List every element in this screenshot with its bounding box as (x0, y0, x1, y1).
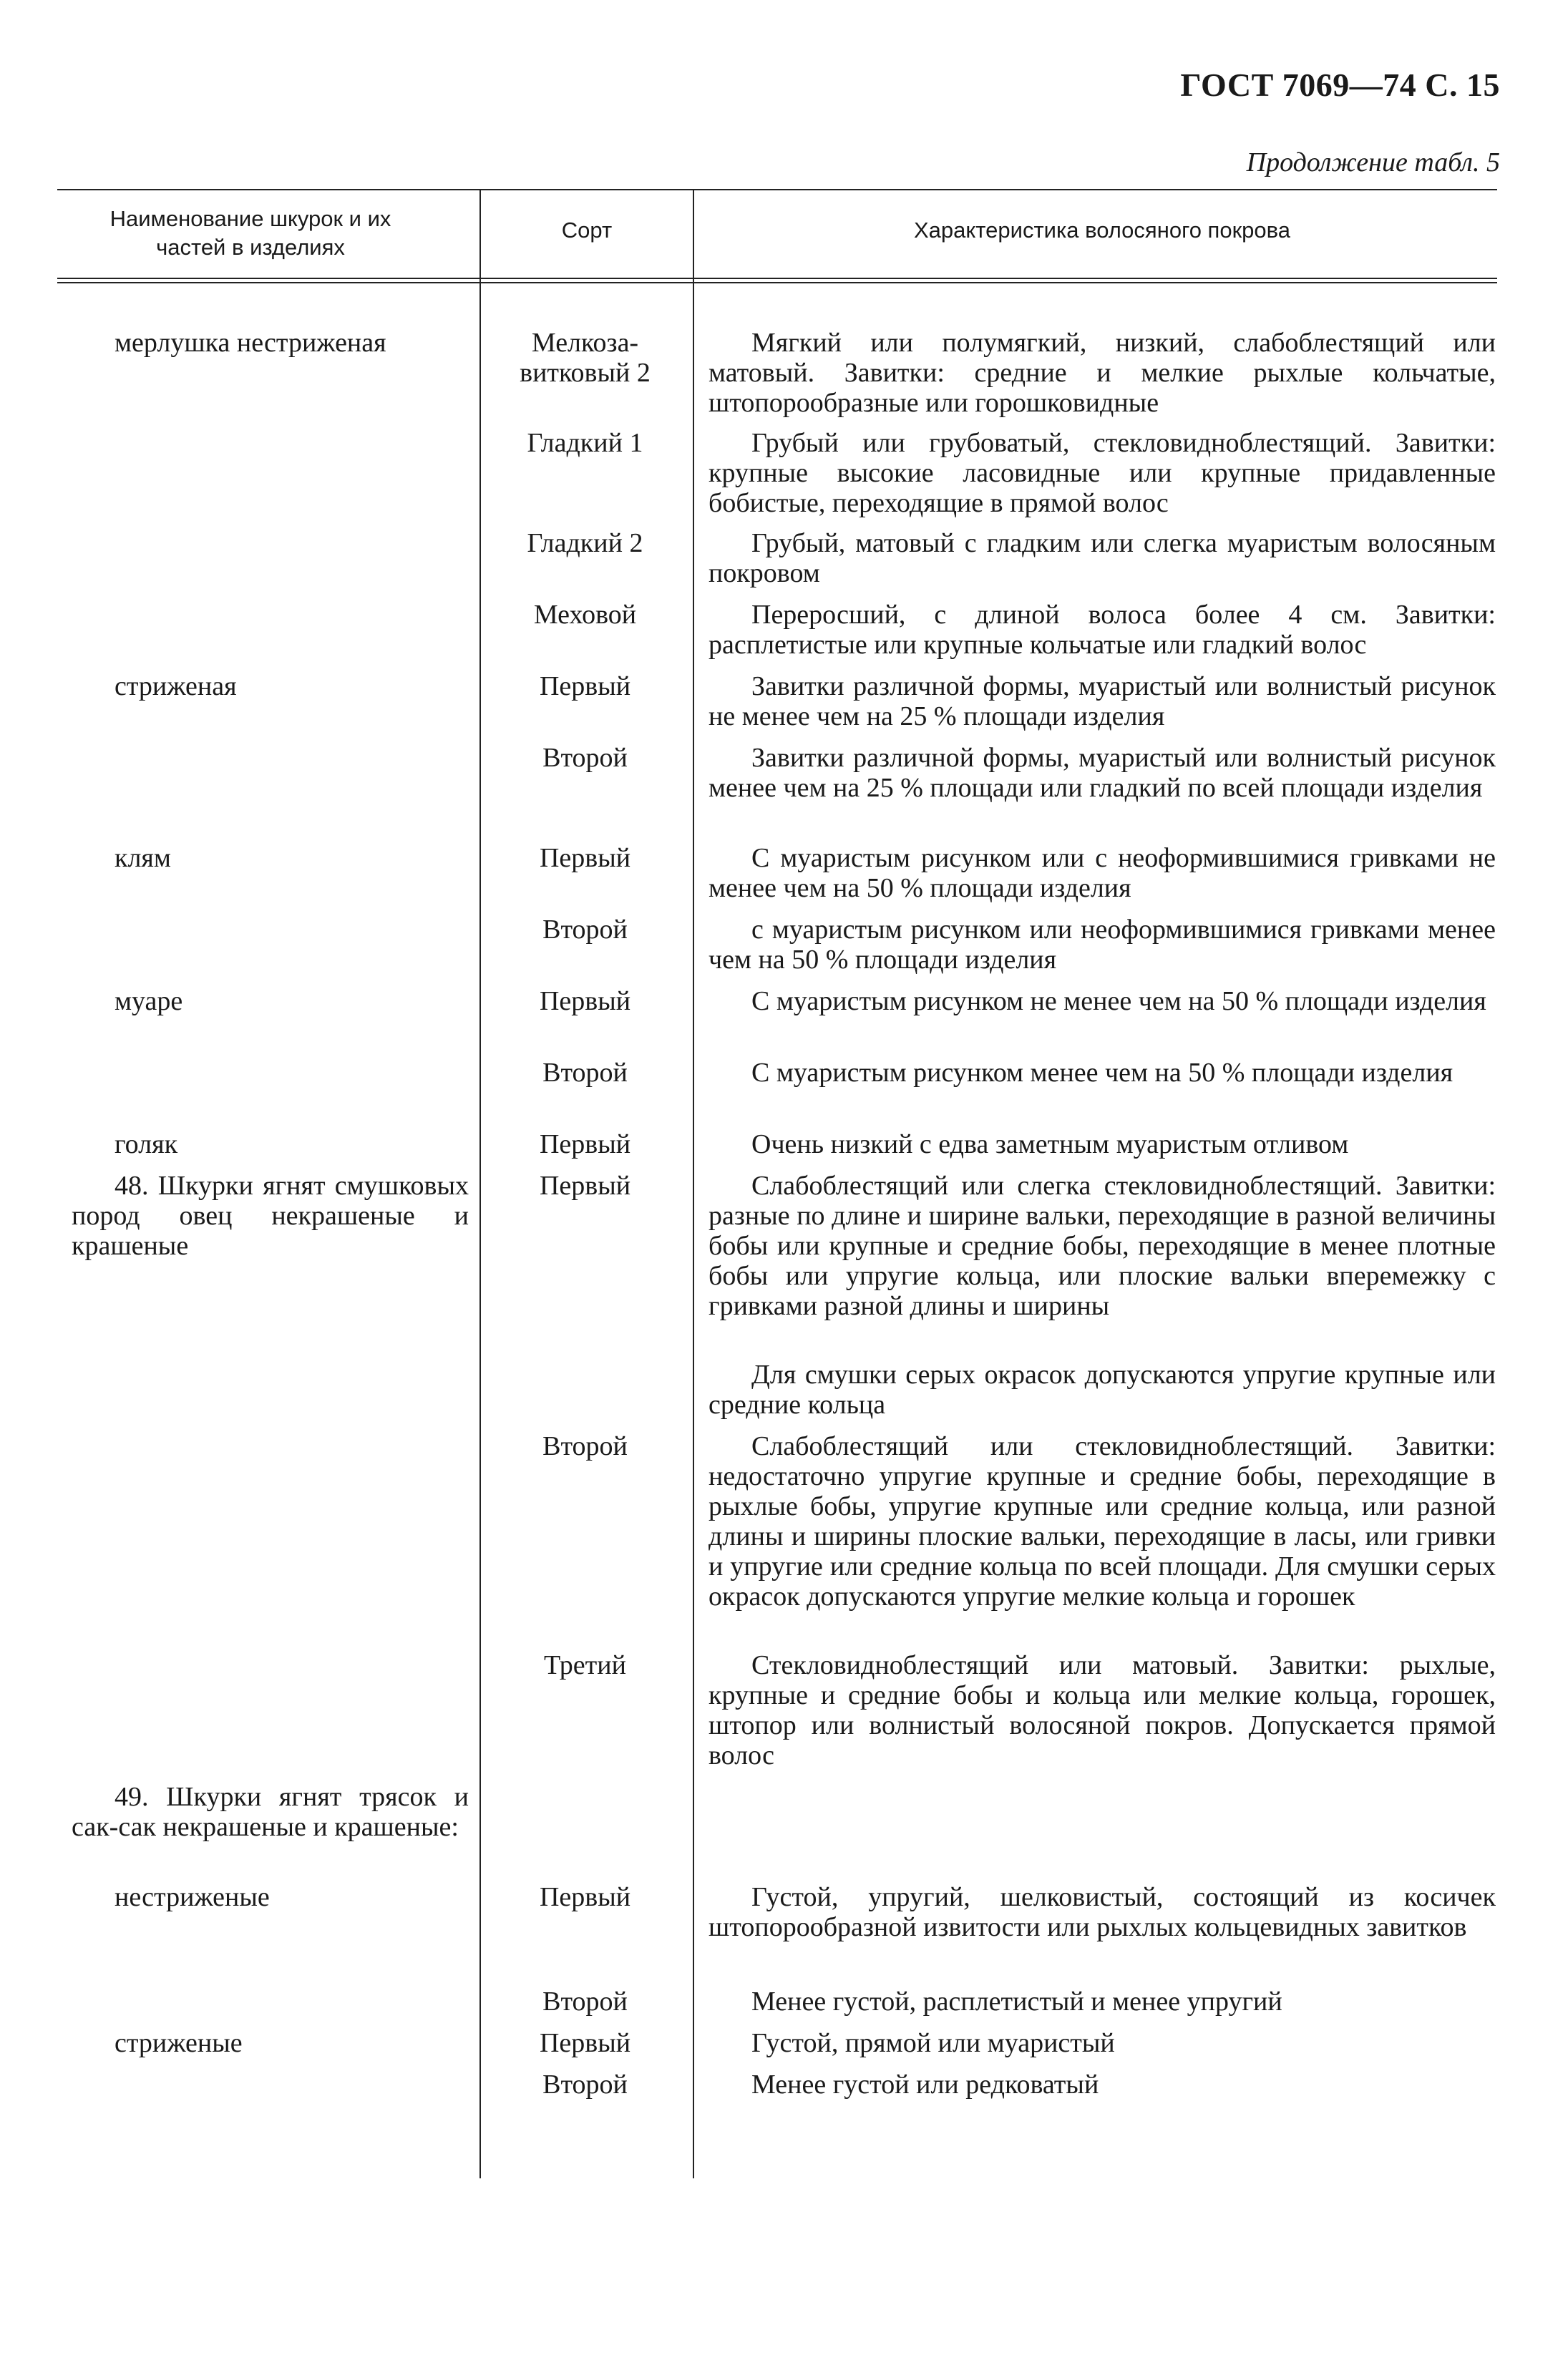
table-row-description: Завитки различной формы, муаристый или волнистый рисунок не менее чем на 25 % площади изделия (708, 671, 1496, 731)
table-row-description: Густой, прямой или муаристый (751, 2028, 1115, 2058)
table-row-name: 48. Шкурки ягнят смушковых пород овец некрашеные и крашеные (72, 1171, 469, 1261)
table-row-name: муаре (115, 986, 183, 1016)
table-row-description: С муаристым рисунком или с неоформившимися гривками не менее чем на 50 % площади изделия (708, 843, 1496, 903)
table-row-grade: Мелкоза-витковый 2 (520, 328, 651, 388)
table-header-rule-second (57, 282, 1497, 283)
table-row-grade: Третий (544, 1650, 626, 1680)
table-header-rule (57, 278, 1497, 279)
table-row-grade: Меховой (533, 600, 637, 630)
table-row-grade: Первый (539, 671, 631, 701)
table-row-grade: Гладкий 1 (527, 428, 643, 458)
table-row-description: Стекловидноблестящий или матовый. Завитки: рыхлые, крупные и средние бобы и кольца или мелкие кольца, горошек, штопор или волнистый волосяной покров. Допускается прямой волос (708, 1650, 1496, 1770)
table-row-description: Завитки различной формы, муаристый или волнистый рисунок менее чем на 25 % площади или гладкий по всей площади изделия (708, 743, 1496, 803)
table-row-grade: Первый (539, 1129, 631, 1159)
column-divider-1 (479, 189, 481, 2178)
header-name: Наименование шкурок и их частей в изделиях (109, 206, 391, 260)
table-row-grade: Первый (539, 1171, 631, 1201)
table-row-grade: Второй (542, 1431, 628, 1461)
page-header: ГОСТ 7069—74 С. 15 (1180, 67, 1500, 103)
table-row-name: 49. Шкурки ягнят трясок и сак-сак некрашеные и крашеные: (72, 1782, 469, 1842)
table-top-rule (57, 189, 1497, 190)
table-row-grade: Первый (539, 843, 631, 873)
table-row-description: Грубый или грубоватый, стекловидноблестящий. Завитки: крупные высокие ласовидные или крупные придавленные бобистые, переходящие в прямой волос (708, 428, 1496, 518)
table-row-description: Грубый, матовый с гладким или слегка муаристым волосяным покровом (708, 528, 1496, 588)
column-divider-2 (693, 189, 694, 2178)
table-row-description: Переросший, с длиной волоса более 4 см. Завитки: расплетистые или крупные кольчатые или гладкий волос (708, 600, 1496, 660)
table-row-name: мерлушка нестриженая (115, 328, 386, 358)
header-grade: Сорт (561, 218, 613, 243)
table-row-name: голяк (115, 1129, 178, 1159)
table-row-grade: Второй (542, 915, 628, 945)
table-row-description: Менее густой, расплетистый и менее упругий (751, 1987, 1282, 2017)
table-row-name: клям (115, 843, 171, 873)
table-row-grade: Первый (539, 986, 631, 1016)
table-row-description: С муаристым рисунком не менее чем на 50 % площади изделия (751, 986, 1486, 1016)
header-description: Характеристика волосяного покрова (914, 218, 1290, 243)
table-row-description: Слабоблестящий или слегка стекловидноблестящий. Завитки: разные по длине и ширине вальки, переходящие в разной величины бобы или крупные и средние бобы, переходящие в менее плотные бобы или упругие кольца, или плоские вальки вперемежку с гривками разной длины и ширины (708, 1171, 1496, 1321)
table-row-grade: Первый (539, 2028, 631, 2058)
table-row-description: Для смушки серых окрасок допускаются упругие крупные или средние кольца (708, 1360, 1496, 1420)
table-row-description: Густой, упругий, шелковистый, состоящий из косичек штопорообразной извитости или рыхлых кольцевидных завитков (708, 1882, 1496, 1942)
table-row-description: Менее густой или редковатый (751, 2070, 1099, 2100)
table-row-name: стриженая (115, 671, 237, 701)
table-row-grade: Второй (542, 1058, 628, 1088)
table-row-description: Мягкий или полумягкий, низкий, слабоблестящий или матовый. Завитки: средние и мелкие рыхлые кольчатые, штопорообразные или горошковидные (708, 328, 1496, 418)
table-row-grade: Второй (542, 1987, 628, 2017)
table-row-name: стриженые (115, 2028, 243, 2058)
table-row-grade: Второй (542, 743, 628, 773)
table-row-description: с муаристым рисунком или неоформившимися гривками менее чем на 50 % площади изделия (708, 915, 1496, 975)
table-row-description: Очень низкий с едва заметным муаристым отливом (751, 1129, 1349, 1159)
table-row-grade: Первый (539, 1882, 631, 1912)
table-row-grade: Гладкий 2 (527, 528, 643, 558)
table-row-name: нестриженые (115, 1882, 270, 1912)
table-row-description: С муаристым рисунком менее чем на 50 % площади изделия (751, 1058, 1453, 1088)
table-continuation-label: Продолжение табл. 5 (1246, 147, 1500, 177)
table-row-description: Слабоблестящий или стекловидноблестящий. Завитки: недостаточно упругие крупные и средние бобы, переходящие в рыхлые бобы, упругие крупные или средние кольца, или разной длины и ширины плоские вальки, переходящие в ласы, или гривки и упругие или средние кольца по всей площади. Для смушки серых окрасок допускаются упругие мелкие кольца и горошек (708, 1431, 1496, 1612)
table-row-grade: Второй (542, 2070, 628, 2100)
